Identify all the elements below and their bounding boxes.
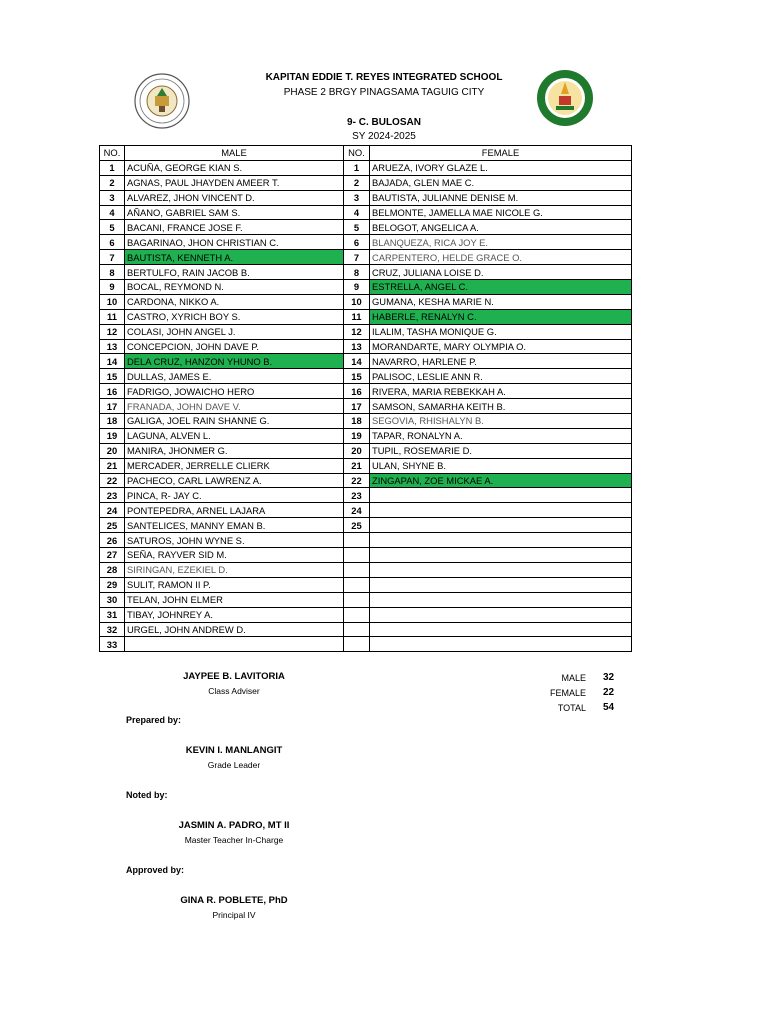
female-number: 21	[344, 458, 370, 473]
male-student-name: ALVAREZ, JHON VINCENT D.	[125, 190, 344, 205]
table-row	[100, 473, 632, 488]
female-student-name: BELMONTE, JAMELLA MAE NICOLE G.	[370, 205, 632, 220]
male-number: 7	[100, 250, 125, 265]
female-number: 17	[344, 399, 370, 414]
male-number: 14	[100, 354, 125, 369]
school-name: KAPITAN EDDIE T. REYES INTEGRATED SCHOOL	[265, 72, 503, 83]
table-row	[100, 354, 632, 369]
table-row	[100, 637, 632, 652]
male-number: 29	[100, 577, 125, 592]
female-student-name: NAVARRO, HARLENE P.	[370, 354, 632, 369]
female-student-name: ZINGAPAN, ZOE MICKAE A.	[370, 473, 632, 488]
male-student-name: TELAN, JOHN ELMER	[125, 592, 344, 607]
master-teacher-signature	[134, 820, 334, 845]
table-row	[100, 205, 632, 220]
male-number: 31	[100, 607, 125, 622]
male-header: MALE	[125, 146, 344, 161]
male-student-name: GALIGA, JOEL RAIN SHANNE G.	[125, 414, 344, 429]
male-student-name: BERTULFO, RAIN JACOB B.	[125, 265, 344, 280]
female-student-name	[370, 637, 632, 652]
master-teacher-name: JASMIN A. PADRO, MT II	[178, 820, 290, 831]
table-row	[100, 324, 632, 339]
principal-name: GINA R. POBLETE, PhD	[180, 895, 288, 906]
male-total-row	[540, 670, 623, 685]
female-student-name	[370, 577, 632, 592]
female-number	[344, 533, 370, 548]
table-row	[100, 265, 632, 280]
table-row	[100, 428, 632, 443]
male-number: 12	[100, 324, 125, 339]
male-student-name: CASTRO, XYRICH BOY S.	[125, 309, 344, 324]
principal-role: Principal IV	[212, 910, 256, 920]
female-student-name: CRUZ, JULIANA LOISE D.	[370, 265, 632, 280]
female-number: 22	[344, 473, 370, 488]
male-number: 27	[100, 548, 125, 563]
male-student-name: BACANI, FRANCE JOSE F.	[125, 220, 344, 235]
male-number: 8	[100, 265, 125, 280]
female-number: 7	[344, 250, 370, 265]
female-student-name	[370, 562, 632, 577]
female-number	[344, 622, 370, 637]
male-student-name: SEÑA, RAYVER SID M.	[125, 548, 344, 563]
female-total-row	[540, 685, 623, 700]
adviser-signature	[134, 671, 334, 696]
male-number: 26	[100, 533, 125, 548]
male-student-name: BAUTISTA, KENNETH A.	[125, 250, 344, 265]
male-number: 33	[100, 637, 125, 652]
female-number	[344, 562, 370, 577]
female-student-name: HABERLE, RENALYN C.	[370, 309, 632, 324]
female-header: FEMALE	[370, 146, 632, 161]
female-number: 19	[344, 428, 370, 443]
table-row	[100, 518, 632, 533]
female-number	[344, 577, 370, 592]
school-year: SY 2024-2025	[352, 131, 416, 142]
table-row	[100, 294, 632, 309]
roster-body	[100, 160, 632, 651]
male-student-name: BOCAL, REYMOND N.	[125, 280, 344, 295]
male-number: 16	[100, 384, 125, 399]
male-number: 20	[100, 443, 125, 458]
male-student-name: ACUÑA, GEORGE KIAN S.	[125, 160, 344, 175]
male-student-name: AGNAS, PAUL JHAYDEN AMEER T.	[125, 175, 344, 190]
male-number: 11	[100, 309, 125, 324]
male-number: 19	[100, 428, 125, 443]
male-number: 15	[100, 369, 125, 384]
principal-signature	[134, 895, 334, 920]
female-student-name	[370, 533, 632, 548]
male-number: 1	[100, 160, 125, 175]
grand-total-value: 54	[603, 702, 615, 713]
male-number: 9	[100, 280, 125, 295]
male-student-name: AÑANO, GABRIEL SAM S.	[125, 205, 344, 220]
table-row	[100, 443, 632, 458]
female-student-name: ULAN, SHYNE B.	[370, 458, 632, 473]
table-row	[100, 548, 632, 563]
female-number: 3	[344, 190, 370, 205]
female-student-name	[370, 592, 632, 607]
male-student-name: SANTELICES, MANNY EMAN B.	[125, 518, 344, 533]
male-number: 24	[100, 503, 125, 518]
grade-leader-signature	[134, 745, 334, 770]
table-row	[100, 339, 632, 354]
male-number: 5	[100, 220, 125, 235]
male-number: 23	[100, 488, 125, 503]
male-number: 30	[100, 592, 125, 607]
prepared-by-label: Prepared by:	[126, 715, 182, 725]
female-student-name: BELOGOT, ANGELICA A.	[370, 220, 632, 235]
male-student-name: TIBAY, JOHNREY A.	[125, 607, 344, 622]
master-teacher-role: Master Teacher In-Charge	[184, 835, 284, 845]
male-student-name: FADRIGO, JOWAICHO HERO	[125, 384, 344, 399]
male-student-name: DELA CRUZ, HANZON YHUNO B.	[125, 354, 344, 369]
table-row	[100, 235, 632, 250]
table-row	[100, 503, 632, 518]
female-number: 16	[344, 384, 370, 399]
male-student-name: FRANADA, JOHN DAVE V.	[125, 399, 344, 414]
male-student-name: SULIT, RAMON II P.	[125, 577, 344, 592]
table-row	[100, 280, 632, 295]
male-number: 25	[100, 518, 125, 533]
female-number: 8	[344, 265, 370, 280]
table-row	[100, 309, 632, 324]
male-number: 13	[100, 339, 125, 354]
female-student-name: RIVERA, MARIA REBEKKAH A.	[370, 384, 632, 399]
male-student-name: CONCEPCION, JOHN DAVE P.	[125, 339, 344, 354]
class-roster-table	[99, 145, 632, 652]
female-student-name: TAPAR, RONALYN A.	[370, 428, 632, 443]
female-student-name: TUPIL, ROSEMARIE D.	[370, 443, 632, 458]
female-number	[344, 637, 370, 652]
approved-by-label: Approved by:	[126, 865, 185, 875]
table-row	[100, 414, 632, 429]
male-number: 6	[100, 235, 125, 250]
adviser-role: Class Adviser	[208, 686, 260, 696]
female-number: 20	[344, 443, 370, 458]
male-student-name: CARDONA, NIKKO A.	[125, 294, 344, 309]
female-number: 10	[344, 294, 370, 309]
female-student-name: SAMSON, SAMARHA KEITH B.	[370, 399, 632, 414]
female-student-name: ESTRELLA, ANGEL C.	[370, 280, 632, 295]
male-student-name: LAGUNA, ALVEN L.	[125, 428, 344, 443]
table-row	[100, 399, 632, 414]
male-number: 2	[100, 175, 125, 190]
female-no-header: NO.	[344, 146, 370, 161]
table-row	[100, 622, 632, 637]
female-student-name: BAUTISTA, JULIANNE DENISE M.	[370, 190, 632, 205]
female-number: 6	[344, 235, 370, 250]
male-number: 22	[100, 473, 125, 488]
female-number: 24	[344, 503, 370, 518]
female-student-name: PALISOC, LESLIE ANN R.	[370, 369, 632, 384]
female-student-name: ARUEZA, IVORY GLAZE L.	[370, 160, 632, 175]
table-row	[100, 607, 632, 622]
male-number: 21	[100, 458, 125, 473]
male-student-name: COLASI, JOHN ANGEL J.	[125, 324, 344, 339]
male-number: 18	[100, 414, 125, 429]
female-student-name	[370, 607, 632, 622]
female-student-name: ILALIM, TASHA MONIQUE G.	[370, 324, 632, 339]
female-number: 2	[344, 175, 370, 190]
grand-total-label: TOTAL	[557, 702, 586, 713]
female-number: 25	[344, 518, 370, 533]
female-number: 5	[344, 220, 370, 235]
female-student-name: BAJADA, GLEN MAE C.	[370, 175, 632, 190]
female-number: 18	[344, 414, 370, 429]
table-row	[100, 369, 632, 384]
noted-by-label: Noted by:	[126, 790, 168, 800]
male-student-name: DULLAS, JAMES E.	[125, 369, 344, 384]
female-number	[344, 548, 370, 563]
grade-leader-role: Grade Leader	[207, 760, 261, 770]
adviser-name: JAYPEE B. LAVITORIA	[183, 671, 285, 682]
female-student-name	[370, 622, 632, 637]
female-number: 9	[344, 280, 370, 295]
female-number	[344, 592, 370, 607]
table-row	[100, 160, 632, 175]
female-number: 23	[344, 488, 370, 503]
table-row	[100, 190, 632, 205]
grand-total-row	[540, 700, 623, 715]
grade-leader-name: KEVIN I. MANLANGIT	[185, 745, 283, 756]
female-student-name: CARPENTERO, HELDE GRACE O.	[370, 250, 632, 265]
male-student-name: PINCA, R- JAY C.	[125, 488, 344, 503]
male-student-name: PONTEPEDRA, ARNEL LAJARA	[125, 503, 344, 518]
table-row	[100, 250, 632, 265]
male-student-name: SIRINGAN, EZEKIEL D.	[125, 562, 344, 577]
table-row	[100, 458, 632, 473]
female-student-name: BLANQUEZA, RICA JOY E.	[370, 235, 632, 250]
female-student-name	[370, 503, 632, 518]
table-row	[100, 562, 632, 577]
male-number: 10	[100, 294, 125, 309]
male-number: 3	[100, 190, 125, 205]
female-student-name: MORANDARTE, MARY OLYMPIA O.	[370, 339, 632, 354]
female-student-name: GUMANA, KESHA MARIE N.	[370, 294, 632, 309]
female-number: 13	[344, 339, 370, 354]
male-student-name: PACHECO, CARL LAWRENZ A.	[125, 473, 344, 488]
male-student-name: BAGARINAO, JHON CHRISTIAN C.	[125, 235, 344, 250]
female-number: 4	[344, 205, 370, 220]
table-row	[100, 592, 632, 607]
female-number: 1	[344, 160, 370, 175]
gender-totals	[540, 670, 623, 715]
female-number: 11	[344, 309, 370, 324]
female-total-value: 22	[603, 687, 615, 698]
table-row	[100, 533, 632, 548]
female-number: 14	[344, 354, 370, 369]
female-total-label: FEMALE	[549, 687, 586, 698]
male-student-name: URGEL, JOHN ANDREW D.	[125, 622, 344, 637]
school-address: PHASE 2 BRGY PINAGSAMA TAGUIG CITY	[283, 87, 485, 98]
table-row	[100, 175, 632, 190]
male-number: 17	[100, 399, 125, 414]
female-student-name	[370, 548, 632, 563]
table-header-row	[100, 146, 632, 161]
female-student-name	[370, 488, 632, 503]
male-student-name: SATUROS, JOHN WYNE S.	[125, 533, 344, 548]
male-total-label: MALE	[561, 672, 586, 683]
male-total-value: 32	[603, 672, 615, 683]
male-number: 32	[100, 622, 125, 637]
female-student-name	[370, 518, 632, 533]
section-title: 9- C. BULOSAN	[347, 117, 421, 128]
male-student-name: MANIRA, JHONMER G.	[125, 443, 344, 458]
table-row	[100, 384, 632, 399]
male-number: 28	[100, 562, 125, 577]
table-row	[100, 220, 632, 235]
table-row	[100, 577, 632, 592]
male-student-name	[125, 637, 344, 652]
male-number: 4	[100, 205, 125, 220]
female-number: 12	[344, 324, 370, 339]
male-student-name: MERCADER, JERRELLE CLIERK	[125, 458, 344, 473]
male-no-header: NO.	[100, 146, 125, 161]
table-row	[100, 488, 632, 503]
female-student-name: SEGOVIA, RHISHALYN B.	[370, 414, 632, 429]
female-number	[344, 607, 370, 622]
female-number: 15	[344, 369, 370, 384]
